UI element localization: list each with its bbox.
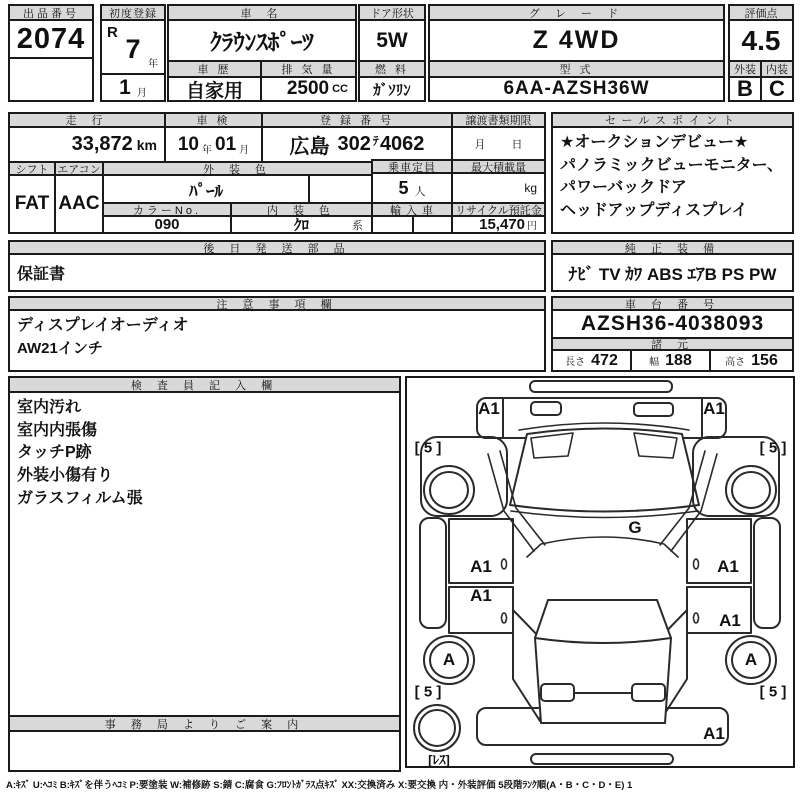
first-registration-header: 初度登録 bbox=[100, 4, 166, 21]
office-info-empty-box bbox=[8, 730, 401, 772]
sales-point-line: パノラミックビューモニター、 bbox=[560, 156, 784, 174]
recycle-deposit-unit: 円 bbox=[527, 221, 537, 232]
damage-mark-rear-right-wheel: A bbox=[744, 650, 758, 669]
capacity-unit: 人 bbox=[414, 186, 426, 198]
shift-header: シフト bbox=[8, 161, 56, 176]
sales-points-header: セールスポイント bbox=[551, 112, 794, 128]
displacement-number: 2500 bbox=[286, 78, 330, 99]
exterior-color-header: 外 装 色 bbox=[102, 161, 373, 176]
mileage-value bbox=[8, 126, 166, 163]
inspection-month: 01 bbox=[215, 133, 237, 155]
interior-color-suffix: 系 bbox=[352, 219, 363, 232]
inspector-note-line: 室内内張傷 bbox=[17, 421, 98, 439]
grade-header: グ レ ー ド bbox=[428, 4, 725, 21]
inspector-note-line: タッチP跡 bbox=[17, 444, 92, 462]
later-parts-value: 保証書 bbox=[8, 253, 546, 292]
inspection-month-unit: 月 bbox=[239, 145, 250, 156]
sales-point-line: パワーバックドア bbox=[560, 179, 687, 197]
spec-length-value: 472 bbox=[591, 351, 618, 369]
exterior-grade-value: B bbox=[728, 76, 762, 102]
car-name-value: ｸﾗｳﾝｽﾎﾟｰﾂ bbox=[167, 19, 357, 62]
office-info-header: 事 務 局 よ り ご 案 内 bbox=[8, 715, 401, 732]
spec-width-value: 188 bbox=[665, 351, 692, 369]
registration-number-header: 登 録 番 号 bbox=[261, 112, 453, 128]
first-registration-month bbox=[100, 73, 166, 102]
inspection-year-unit: 年 bbox=[202, 145, 212, 156]
interior-color-name: ｸﾛ bbox=[293, 217, 309, 234]
transfer-deadline-value bbox=[451, 126, 546, 161]
genuine-equipment-header: 純 正 装 備 bbox=[551, 240, 794, 255]
sales-point-line: ヘッドアップディスプレイ bbox=[560, 202, 748, 220]
first-registration-year bbox=[100, 19, 166, 75]
chassis-number-value: AZSH36-4038093 bbox=[551, 309, 794, 339]
month-unit: 月 bbox=[136, 88, 147, 99]
era-letter: R bbox=[107, 24, 118, 41]
inspection-expiry-value bbox=[164, 126, 263, 163]
car-windshield bbox=[488, 423, 717, 557]
damage-mark-rear-left-wheel: A bbox=[442, 650, 456, 669]
car-name-header: 車 名 bbox=[167, 4, 357, 21]
shift-value: FAT bbox=[8, 174, 56, 234]
inspector-note-line: ガラスフィルム張 bbox=[17, 489, 143, 507]
reg-year: 7 bbox=[125, 33, 141, 64]
damage-mark-front-left-door: A1 bbox=[470, 557, 492, 576]
inspection-expiry-header: 車 検 bbox=[164, 112, 263, 128]
capacity-header: 乗車定員 bbox=[371, 159, 453, 174]
spec-width bbox=[630, 349, 711, 372]
exterior-color-empty-box bbox=[308, 174, 373, 204]
damage-mark-front-right-door: A1 bbox=[717, 557, 739, 576]
exterior-grade-header: 外装 bbox=[728, 60, 762, 78]
damage-mark-windshield: G bbox=[628, 518, 642, 537]
score-value: 4.5 bbox=[728, 19, 794, 62]
spec-height-value: 156 bbox=[751, 351, 778, 369]
tire-mark-front-right: [ 5 ] bbox=[759, 439, 787, 457]
grade-value: Z 4WD bbox=[428, 19, 725, 62]
tire-mark-rear-right: [ 5 ] bbox=[759, 683, 787, 701]
damage-mark-rear-left-door: A1 bbox=[470, 586, 492, 605]
car-history-header: 車 歴 bbox=[167, 60, 262, 78]
spec-height bbox=[709, 349, 794, 372]
damage-mark-rear-right-door: A1 bbox=[719, 611, 741, 630]
lot-number-header: 出品番号 bbox=[8, 4, 94, 21]
recycle-deposit-value bbox=[451, 215, 546, 234]
transfer-deadline-header: 譲渡書類期限 bbox=[451, 112, 546, 128]
capacity-number: 5 bbox=[398, 177, 409, 198]
interior-color-value bbox=[230, 215, 373, 234]
spec-width-label: 幅 bbox=[649, 357, 660, 368]
color-no-value: 090 bbox=[102, 215, 232, 234]
later-parts-header: 後 日 発 送 部 品 bbox=[8, 240, 546, 255]
genuine-equipment-value: ﾅﾋﾞ TV ｶﾜ ABS ｴｱB PS PW bbox=[551, 253, 794, 292]
notes-body bbox=[8, 309, 546, 372]
mileage-unit: km bbox=[136, 136, 157, 153]
mileage-number: 33,872 bbox=[71, 133, 133, 155]
transfer-month-unit: 月 bbox=[474, 138, 486, 151]
aircon-value: AAC bbox=[54, 174, 104, 234]
tire-mark-front-left: [ 5 ] bbox=[414, 439, 442, 457]
import-car-header: 輸 入 車 bbox=[371, 202, 453, 217]
inspector-note-line: 室内汚れ bbox=[17, 399, 82, 416]
spec-length bbox=[551, 349, 632, 372]
sales-point-line: ★オークションデビュー★ bbox=[560, 134, 749, 151]
car-history-value: 自家用 bbox=[167, 76, 262, 102]
interior-grade-value: C bbox=[760, 76, 794, 102]
displacement-unit: CC bbox=[332, 83, 348, 95]
reg-serial: 4062 bbox=[379, 133, 425, 155]
reg-month: 1 bbox=[119, 75, 131, 99]
spec-length-label: 長さ bbox=[565, 357, 586, 368]
recycle-deposit-number: 15,470 bbox=[479, 216, 525, 233]
inspection-year: 10 bbox=[177, 133, 199, 155]
max-load-value: kg bbox=[451, 172, 546, 204]
model-code-value: 6AA-AZSH36W bbox=[428, 76, 725, 102]
inspector-note-line: 外装小傷有り bbox=[17, 467, 114, 485]
reg-region: 広島 bbox=[289, 136, 330, 158]
registration-number-value bbox=[261, 126, 453, 163]
interior-color-header: 内 装 色 bbox=[230, 202, 373, 217]
notes-header: 注 意 事 項 欄 bbox=[8, 296, 546, 311]
fuel-header: 燃 料 bbox=[358, 60, 426, 78]
transfer-day-unit: 日 bbox=[511, 138, 523, 151]
damage-mark-front-right-corner: A1 bbox=[703, 399, 725, 418]
max-load-header: 最大積載量 bbox=[451, 159, 546, 174]
damage-mark-front-left-corner: A1 bbox=[478, 399, 500, 418]
mileage-header: 走 行 bbox=[8, 112, 166, 128]
reg-kana: ﾃ bbox=[372, 134, 379, 148]
lot-number-value: 2074 bbox=[8, 19, 94, 59]
capacity-value bbox=[371, 172, 453, 204]
inspector-notes-header: 検 査 員 記 入 欄 bbox=[8, 376, 401, 393]
damage-diagram bbox=[405, 376, 795, 768]
lot-number-empty-box bbox=[8, 57, 94, 102]
recycle-deposit-header: リサイクル預託金 bbox=[451, 202, 546, 217]
fuel-value: ｶﾞｿﾘﾝ bbox=[358, 76, 426, 102]
import-car-value bbox=[371, 215, 453, 234]
spare-tire-mark: [ﾚｽ] bbox=[428, 752, 450, 768]
displacement-header: 排 気 量 bbox=[260, 60, 357, 78]
inspector-notes-body bbox=[8, 391, 401, 717]
specs-header: 諸 元 bbox=[551, 337, 794, 351]
note-line: AW21インチ bbox=[17, 339, 103, 357]
door-shape-value: 5W bbox=[358, 19, 426, 62]
damage-mark-rear-bumper: A1 bbox=[703, 724, 725, 743]
spec-height-label: 高さ bbox=[725, 357, 746, 368]
tire-mark-rear-left: [ 5 ] bbox=[414, 683, 442, 701]
interior-grade-header: 内装 bbox=[760, 60, 794, 78]
damage-code-legend: A:ｷｽﾞ U:ﾍｺﾐ B:ｷｽﾞを伴うﾍｺﾐ P:要塗装 W:補修跡 S:錆 C:腐食 G:ﾌﾛﾝﾄｶﾞﾗｽ点ｷｽﾞ XX:交換済み X:要交換 内・外装評価 5段階ﾗﾝｸ順(A・B・C・D・E) 1 bbox=[6, 780, 633, 791]
year-unit: 年 bbox=[148, 59, 158, 70]
import-car-divider bbox=[412, 217, 414, 232]
exterior-color-value: ﾊﾟｰﾙ bbox=[102, 174, 310, 204]
note-line: ディスプレイオーディオ bbox=[17, 317, 189, 334]
chassis-number-header: 車 台 番 号 bbox=[551, 296, 794, 311]
door-shape-header: ドア形状 bbox=[358, 4, 426, 21]
displacement-value bbox=[260, 76, 357, 102]
score-header: 評価点 bbox=[728, 4, 794, 21]
model-code-header: 型 式 bbox=[428, 60, 725, 78]
sales-points-body bbox=[551, 126, 794, 234]
color-no-header: カラーNo. bbox=[102, 202, 232, 217]
aircon-header: エアコン bbox=[54, 161, 104, 176]
reg-class: 302 bbox=[337, 133, 371, 155]
